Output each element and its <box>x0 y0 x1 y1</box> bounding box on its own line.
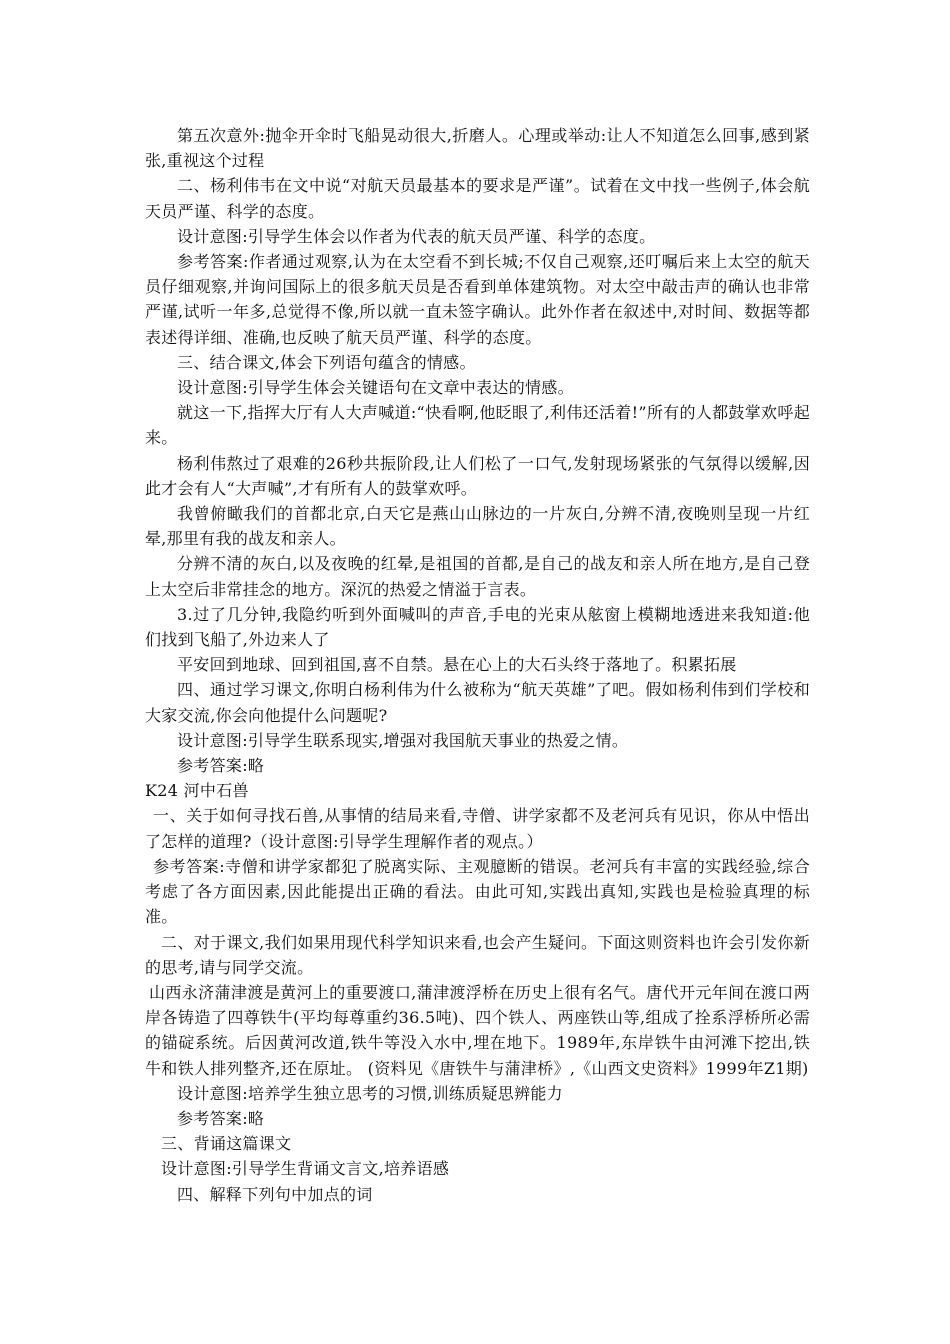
reference-answer: 参考答案:略 <box>177 1108 265 1128</box>
section-title: K24 河中石兽 <box>145 781 249 801</box>
question-heading: 四、解释下列句中加点的词 <box>177 1184 373 1204</box>
reference-answer: 参考答案:作者通过观察,认为在太空看不到长城;不仅自己观察,还叮嘱后来上太空的航天员仔细观察,并询问国际上的很多航天员是否看到单体建筑物。对太空中敲击声的确认也非常严谨,试听一年多,总觉得不像,所以就一直未签字确认。此外作者在叙述中,对时间、数据等都表述得详细、准确,也反映了航天员严谨、科学的态度。 <box>145 252 810 347</box>
design-intent: 设计意图:引导学生体会以作者为代表的航天员严谨、科学的态度。 <box>177 226 656 246</box>
quote-paragraph: 就这一下,指挥大厅有人大声喊道:“快看啊,他眨眼了,利伟还活着!”所有的人都鼓掌欢呼起来。 <box>145 403 810 448</box>
quote-paragraph: 我曾俯瞰我们的首都北京,白天它是燕山山脉边的一片灰白,分辨不清,夜晚则呈现一片红晕,那里有我的战友和亲人。 <box>145 504 810 549</box>
question-heading: 二、杨利伟韦在文中说“对航天员最基本的要求是严谨”。试着在文中找一些例子,体会航天员严谨、科学的态度。 <box>145 176 810 221</box>
design-intent: 设计意图:引导学生联系现实,增强对我国航天事业的热爱之情。 <box>177 730 629 750</box>
question-heading: 四、通过学习课文,你明白杨利伟为什么被称为“航天英雄”了吧。假如杨利伟到们学校和大家交流,你会向他提什么问题呢? <box>145 680 810 725</box>
question-heading: 三、背诵这篇课文 <box>161 1134 292 1154</box>
reference-answer: 参考答案:寺僧和讲学家都犯了脱离实际、主观臆断的错误。老河兵有丰富的实践经验,综合考虑了各方面因素,因此能提出正确的看法。由此可知,实践出真知,实践也是检验真理的标准。 <box>145 856 810 927</box>
source-material: 山西永济蒲津渡是黄河上的重要渡口,蒲津渡浮桥在历史上很有名气。唐代开元年间在渡口两岸各铸造了四尊铁牛(平均每尊重约36.5吨)、四个铁人、两座铁山等,组成了拴系浮桥所必需的锚碇系统。后因黄河改道,铁牛等没入水中,埋在地下。1989年,东岸铁牛由河滩下挖出,铁牛和铁人排列整齐,还在原址。 (资料见《唐铁牛与蒲津桥》,《山西文史资料》1999年Z1期) <box>145 982 810 1078</box>
document-body <box>145 123 810 1207</box>
paragraph: 平安回到地球、回到祖国,喜不自禁。悬在心上的大石头终于落地了。积累拓展 <box>177 655 737 675</box>
design-intent: 设计意图:引导学生体会关键语句在文章中表达的情感。 <box>177 378 574 398</box>
reference-answer: 参考答案:略 <box>177 756 265 776</box>
paragraph: 第五次意外:抛伞开伞时飞船晃动很大,折磨人。心理或举动:让人不知道怎么回事,感到紧张,重视这个过程 <box>145 126 810 171</box>
question-heading: 一、关于如何寻找石兽,从事情的结局来看,寺僧、讲学家都不及老河兵有见识，你从中悟出了怎样的道理?（设计意图:引导学生理解作者的观点。） <box>145 806 810 851</box>
question-heading: 二、对于课文,我们如果用现代科学知识来看,也会产生疑问。下面这则资料也许会引发你新的思考,请与同学交流。 <box>145 932 810 977</box>
quote-paragraph: 3.过了几分钟,我隐约听到外面喊叫的声音,手电的光束从舷窗上模糊地透进来我知道:他们找到飞船了,外边来人了 <box>145 604 810 650</box>
design-intent: 设计意图:引导学生背诵文言文,培养语感 <box>161 1159 450 1179</box>
question-heading: 三、结合课文,体会下列语句蕴含的情感。 <box>177 352 476 372</box>
paragraph: 杨利伟熬过了艰难的26秒共振阶段,让人们松了一口气,发射现场紧张的气氛得以缓解,因此才会有人“大声喊”,才有所有人的鼓掌欢呼。 <box>145 453 810 498</box>
paragraph: 分辨不清的灰白,以及夜晚的红晕,是祖国的首都,是自己的战友和亲人所在地方,是自己登上太空后非常挂念的地方。深沉的热爱之情溢于言表。 <box>145 554 810 599</box>
design-intent: 设计意图:培养学生独立思考的习惯,训练质疑思辨能力 <box>177 1083 563 1103</box>
